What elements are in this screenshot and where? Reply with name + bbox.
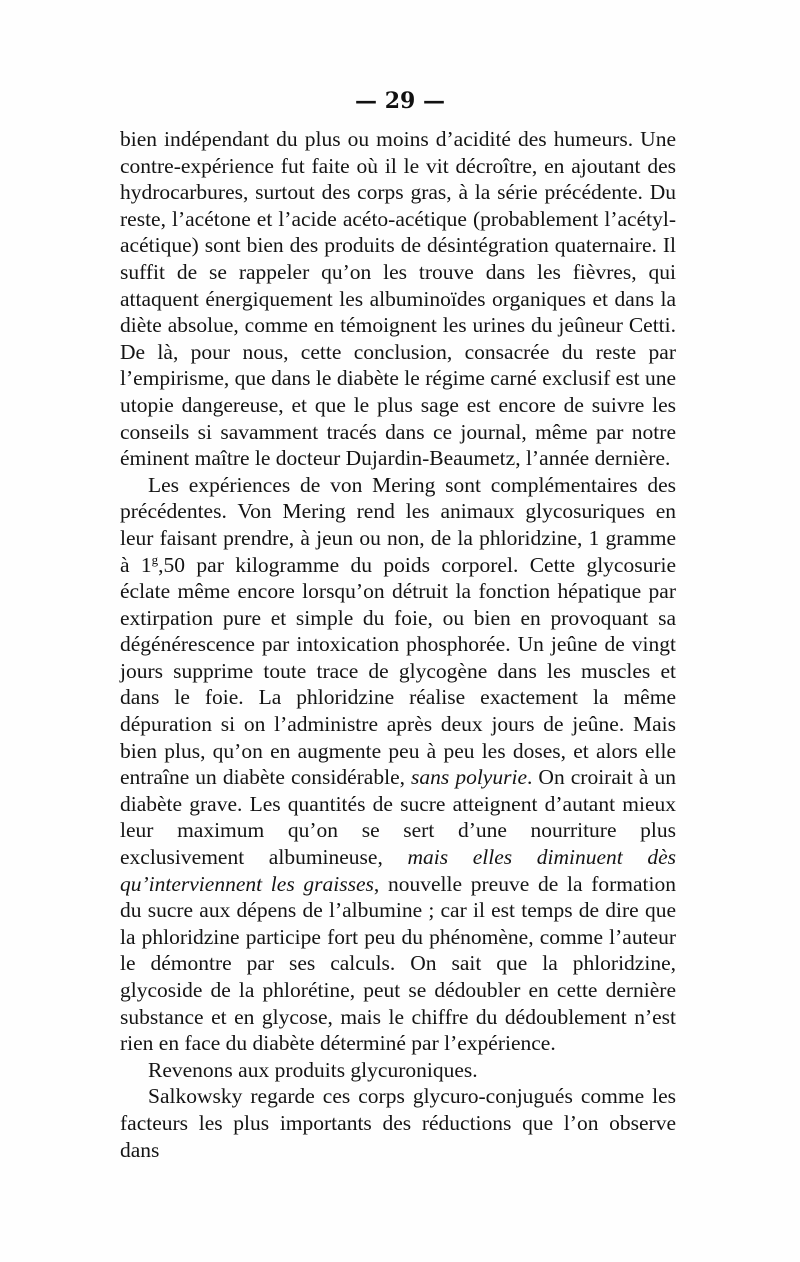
page-number: — 29 —: [355, 88, 445, 114]
text-run: ,50 par kilogramme du poids corporel. Cette glycosurie éclate même encore lorsqu’on détruit la fonction hépatique par extirpation pure et simple du foie, ou bien en provoquant sa dégénérescence par intoxication phosphorée. Un jeûne de vingt jours supprime toute trace de glycogène dans les muscles et dans le foie. La phloridzine réalise exactement la même dépuration si on l’administre après deux jours de jeûne. Mais bien plus, qu’on en augmente peu à peu les doses, et alors elle entraîne un diabète considérable,: [120, 552, 676, 790]
paragraph: [120, 1083, 676, 1163]
text-run: , nouvelle preuve de la formation du sucre aux dépens de l’albumine ; car il est temps de dire que la phloridzine participe fort peu du phénomène, comme l’auteur le démontre par ses calculs. On sait que la phloridzine, glycoside de la phlorétine, peut se dédoubler en cette dernière substance et en glycose, mais le chiffre du dédoublement n’est rien en face du diabète déterminé par l’expérience.: [120, 871, 676, 1056]
superscript-text: g: [151, 551, 159, 567]
italic-text: mais elles diminuent dès qu’interviennent les graisses: [120, 845, 676, 896]
paragraph: [120, 472, 676, 1057]
text-run: Revenons aux produits glycuroniques.: [148, 1057, 478, 1082]
text-run: Salkowsky regarde ces corps glycuro-conjugués comme les facteurs les plus importants des réductions que l’on observe dans: [120, 1084, 676, 1162]
text-run: bien indépendant du plus ou moins d’acidité des humeurs. Une contre-expérience fut faite où il le vit décroître, en ajoutant des hydrocarbures, surtout des corps gras, à la série précédente. Du reste, l’acétone et l’acide acéto-acétique (probablement l’acétyl-acétique) sont bien des produits de désintégration quaternaire. Il suffit de se rappeler qu’on les trouve dans les fièvres, qui attaquent énergiquement les albuminoïdes organiques et dans la diète absolue, comme en témoignent les urines du jeûneur Cetti. De là, pour nous, cette conclusion, consacrée du reste par l’empirisme, que dans le diabète le régime carné exclusif est une utopie dangereuse, et que le plus sage est encore de suivre les conseils si savamment tracés dans ce journal, même par notre éminent maître le docteur Dujardin-Beaumetz, l’année dernière.: [120, 127, 676, 471]
paragraph: [120, 126, 676, 472]
italic-text: sans polyurie: [411, 765, 527, 790]
body-text: [120, 126, 676, 1163]
text-run: Les expériences de von Mering sont complémentaires des précédentes. Von Mering rend les animaux glycosuriques en leur faisant prendre, à jeun ou non, de la phloridzine, 1 gramme à 1: [120, 472, 676, 577]
text-run: . On croirait à un diabète grave. Les quantités de sucre atteignent d’autant mieux leur maximum qu’on se sert d’une nourriture plus exclusivement albumineuse,: [120, 765, 676, 870]
paragraph: [120, 1057, 676, 1084]
